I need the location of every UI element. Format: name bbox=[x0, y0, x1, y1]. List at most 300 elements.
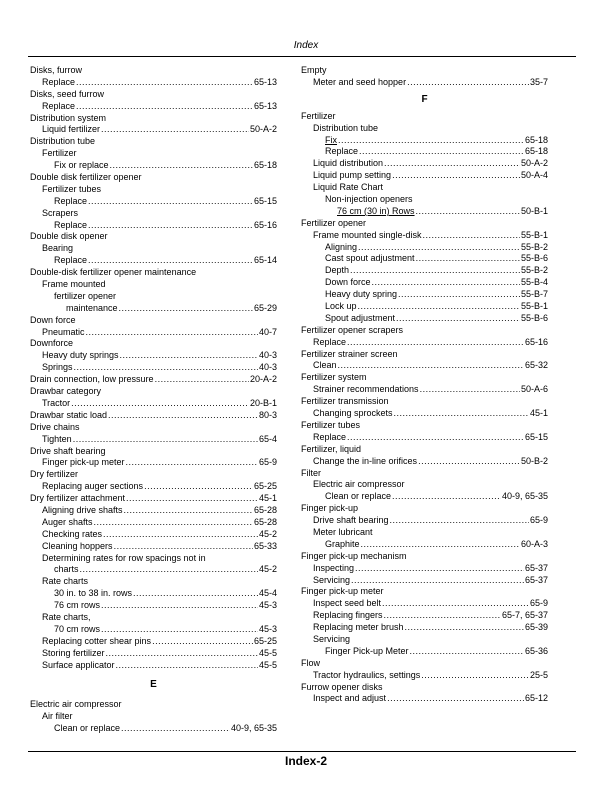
dot-leader bbox=[355, 563, 524, 575]
entry-label: Replacing auger sections bbox=[42, 481, 144, 492]
dot-leader bbox=[358, 301, 520, 313]
entry-label: Liquid Rate Chart bbox=[313, 182, 384, 193]
index-entry bbox=[301, 170, 548, 182]
entry-label: Liquid fertilizer bbox=[42, 124, 101, 135]
dot-leader bbox=[124, 505, 253, 517]
index-entry bbox=[30, 160, 277, 172]
index-entry bbox=[301, 575, 548, 587]
entry-label: Lock up bbox=[325, 301, 357, 312]
entry-label: Replace bbox=[42, 100, 76, 111]
entry-label: Spout adjustment bbox=[325, 312, 396, 323]
index-column-right bbox=[301, 65, 548, 705]
index-heading bbox=[30, 711, 277, 723]
page-reference[interactable]: 50-A-6 bbox=[520, 384, 548, 395]
dot-leader bbox=[407, 77, 529, 89]
index-heading bbox=[30, 89, 277, 101]
entry-label: Liquid distribution bbox=[313, 158, 384, 169]
entry-label: Disks, furrow bbox=[30, 65, 83, 75]
page-reference[interactable]: 40-7 bbox=[258, 326, 277, 337]
entry-label: Finger pick-up mechanism bbox=[301, 550, 407, 561]
dot-leader bbox=[390, 515, 529, 527]
entry-label: Graphite bbox=[325, 538, 360, 549]
page-reference[interactable]: 40-3 bbox=[258, 362, 277, 373]
index-entry bbox=[30, 327, 277, 339]
index-heading bbox=[30, 576, 277, 588]
entry-label: Replace bbox=[54, 219, 88, 230]
index-entry bbox=[301, 206, 548, 218]
index-entry bbox=[301, 670, 548, 682]
entry-label: Empty bbox=[301, 65, 327, 75]
index-heading bbox=[301, 527, 548, 539]
entry-label: Down force bbox=[30, 314, 76, 325]
page-reference[interactable]: 55-B-2 bbox=[520, 241, 548, 252]
dot-leader bbox=[94, 517, 253, 529]
index-heading bbox=[301, 682, 548, 694]
dot-leader bbox=[392, 170, 520, 182]
entry-label: Fix or replace bbox=[54, 160, 109, 171]
index-heading bbox=[301, 658, 548, 670]
entry-label: Storing fertilizer bbox=[42, 647, 105, 658]
page-reference[interactable]: 65-16 bbox=[253, 219, 277, 230]
index-heading bbox=[30, 113, 277, 125]
entry-label: Servicing bbox=[313, 574, 351, 585]
index-heading bbox=[30, 422, 277, 434]
header-rule bbox=[28, 56, 576, 57]
dot-leader bbox=[103, 529, 258, 541]
index-heading bbox=[301, 420, 548, 432]
index-entry bbox=[301, 277, 548, 289]
page-reference[interactable]: 20-A-2 bbox=[249, 374, 277, 385]
page-reference[interactable]: 55-B-1 bbox=[520, 301, 548, 312]
page-reference[interactable]: 45-5 bbox=[258, 659, 277, 670]
page-reference[interactable]: 65-15 bbox=[253, 195, 277, 206]
entry-label: Double-disk fertilizer opener maintenance bbox=[30, 267, 197, 278]
page-reference[interactable]: 65-13 bbox=[253, 76, 277, 87]
index-entry bbox=[30, 600, 277, 612]
index-entry bbox=[30, 255, 277, 267]
index-heading bbox=[301, 194, 548, 206]
dot-leader bbox=[116, 660, 258, 672]
page-reference[interactable]: 65-9 bbox=[258, 457, 277, 468]
index-entry bbox=[301, 313, 548, 325]
dot-leader bbox=[372, 277, 520, 289]
index-heading bbox=[30, 553, 277, 565]
dot-leader bbox=[88, 220, 253, 232]
entry-label: Fertilizer opener bbox=[301, 217, 367, 228]
dot-leader bbox=[384, 158, 520, 170]
dot-leader bbox=[120, 350, 258, 362]
index-entry bbox=[301, 77, 548, 89]
index-entry bbox=[301, 432, 548, 444]
index-heading bbox=[30, 267, 277, 279]
index-heading bbox=[301, 468, 548, 480]
entry-label: Drive shaft bearing bbox=[313, 515, 389, 526]
page-reference[interactable]: 55-B-4 bbox=[520, 277, 548, 288]
index-entry bbox=[301, 242, 548, 254]
index-entry bbox=[30, 434, 277, 446]
page-reference[interactable]: 50-A-2 bbox=[520, 158, 548, 169]
entry-label: Disks, seed furrow bbox=[30, 88, 105, 99]
index-entry bbox=[301, 146, 548, 158]
index-heading bbox=[30, 208, 277, 220]
index-entry bbox=[30, 410, 277, 422]
dot-leader bbox=[347, 432, 524, 444]
page-reference[interactable]: 65-33 bbox=[253, 540, 277, 551]
index-entry bbox=[301, 610, 548, 622]
entry-label: Down force bbox=[325, 277, 371, 288]
page-reference[interactable]: 65-29 bbox=[253, 302, 277, 313]
page-reference[interactable]: 45-3 bbox=[258, 600, 277, 611]
index-heading bbox=[301, 551, 548, 563]
dot-leader bbox=[76, 77, 253, 89]
entry-label: Aligning bbox=[325, 241, 358, 252]
entry-label: Fertilizer tubes bbox=[301, 419, 361, 430]
dot-leader bbox=[101, 600, 258, 612]
entry-label: 76 cm rows bbox=[54, 600, 101, 611]
page-reference[interactable]: 40-9, 65-35 bbox=[501, 491, 548, 502]
dot-leader bbox=[76, 101, 253, 113]
index-heading bbox=[30, 172, 277, 184]
entry-label: Finger pick-up meter bbox=[301, 586, 384, 597]
index-entry bbox=[30, 636, 277, 648]
index-heading bbox=[30, 148, 277, 160]
dot-leader bbox=[358, 242, 520, 254]
index-entry bbox=[301, 135, 548, 147]
entry-label: Replacing meter brush bbox=[313, 622, 404, 633]
index-entry bbox=[30, 350, 277, 362]
entry-label: Fertilizer tubes bbox=[42, 183, 102, 194]
index-heading bbox=[301, 349, 548, 361]
dot-leader bbox=[421, 670, 529, 682]
dot-leader bbox=[398, 289, 520, 301]
page-reference[interactable]: 45-4 bbox=[258, 588, 277, 599]
page-reference[interactable]: 20-B-1 bbox=[249, 397, 277, 408]
entry-label: Fertilizer system bbox=[301, 372, 367, 383]
index-column-left bbox=[30, 65, 277, 735]
page-reference[interactable]: 55-B-6 bbox=[520, 312, 548, 323]
entry-label: Checking rates bbox=[42, 528, 103, 539]
page-reference[interactable]: 55-B-1 bbox=[520, 229, 548, 240]
index-entry bbox=[301, 265, 548, 277]
entry-label: Cast spout adjustment bbox=[325, 253, 415, 264]
index-heading bbox=[301, 634, 548, 646]
dot-leader bbox=[71, 398, 249, 410]
page-reference[interactable]: 40-3 bbox=[258, 350, 277, 361]
dot-leader bbox=[110, 160, 253, 172]
page-reference[interactable]: 65-25 bbox=[253, 635, 277, 646]
index-entry bbox=[30, 624, 277, 636]
dot-leader bbox=[387, 693, 524, 705]
page-reference[interactable]: 50-A-2 bbox=[249, 124, 277, 135]
index-entry bbox=[301, 622, 548, 634]
dot-leader bbox=[359, 146, 524, 158]
index-entry bbox=[30, 493, 277, 505]
index-entry bbox=[30, 648, 277, 660]
entry-label: Depth bbox=[325, 265, 350, 276]
dot-leader bbox=[88, 196, 253, 208]
page-reference[interactable]: 45-3 bbox=[258, 623, 277, 634]
dot-leader bbox=[392, 491, 501, 503]
entry-label: Tractor bbox=[42, 397, 71, 408]
index-entry bbox=[30, 723, 277, 735]
entry-label: Dry fertilizer bbox=[30, 469, 79, 480]
page-reference[interactable]: 45-2 bbox=[258, 564, 277, 575]
entry-label: Meter and seed hopper bbox=[313, 76, 407, 87]
index-entry bbox=[301, 515, 548, 527]
entry-label: Drawbar category bbox=[30, 386, 102, 397]
page-reference[interactable]: 65-4 bbox=[258, 433, 277, 444]
index-heading bbox=[301, 65, 548, 77]
entry-label: Replace bbox=[54, 195, 88, 206]
page-reference[interactable]: 45-1 bbox=[529, 408, 548, 419]
entry-label: Heavy duty spring bbox=[325, 289, 398, 300]
index-entry bbox=[30, 362, 277, 374]
dot-leader bbox=[338, 135, 524, 147]
dot-leader bbox=[416, 206, 520, 218]
page-reference[interactable]: 55-B-6 bbox=[520, 253, 548, 264]
entry-label: Distribution system bbox=[30, 112, 107, 123]
entry-label: Distribution tube bbox=[30, 136, 96, 147]
page-reference[interactable]: 50-B-2 bbox=[520, 455, 548, 466]
index-entry bbox=[30, 457, 277, 469]
index-heading bbox=[30, 315, 277, 327]
entry-label: Air filter bbox=[42, 711, 73, 722]
index-heading bbox=[301, 325, 548, 337]
entry-label: Liquid pump setting bbox=[313, 170, 392, 181]
dot-leader bbox=[74, 362, 258, 374]
index-heading bbox=[30, 136, 277, 148]
page-reference[interactable]: 65-9 bbox=[529, 515, 548, 526]
index-entry bbox=[30, 220, 277, 232]
dot-leader bbox=[418, 456, 520, 468]
entry-label: Cleaning hoppers bbox=[42, 540, 113, 551]
entry-label: Finger pick-up meter bbox=[42, 457, 125, 468]
entry-label: Change the in-line orifices bbox=[313, 455, 418, 466]
index-heading bbox=[301, 396, 548, 408]
index-entry bbox=[301, 539, 548, 551]
index-entry bbox=[301, 253, 548, 265]
index-entry bbox=[30, 588, 277, 600]
index-entry bbox=[301, 360, 548, 372]
index-heading bbox=[301, 503, 548, 515]
dot-leader bbox=[114, 541, 253, 553]
dot-leader bbox=[144, 481, 253, 493]
page-reference[interactable]: 25-5 bbox=[529, 669, 548, 680]
dot-leader bbox=[80, 564, 258, 576]
page-reference[interactable]: 35-7 bbox=[529, 76, 548, 87]
entry-label: Springs bbox=[42, 362, 73, 373]
page-reference[interactable]: 65-37 bbox=[524, 574, 548, 585]
index-heading bbox=[30, 612, 277, 624]
index-heading bbox=[301, 182, 548, 194]
entry-label: 70 cm rows bbox=[54, 623, 101, 634]
index-entry bbox=[30, 303, 277, 315]
index-entry bbox=[30, 505, 277, 517]
entry-label: Rate charts bbox=[42, 576, 89, 587]
page-reference[interactable]: 65-18 bbox=[524, 146, 548, 157]
index-entry bbox=[301, 230, 548, 242]
entry-label: Replace bbox=[54, 255, 88, 266]
page-reference[interactable]: 65-18 bbox=[524, 134, 548, 145]
entry-label: Drain connection, low pressure bbox=[30, 374, 154, 385]
entry-label: Flow bbox=[301, 657, 321, 668]
dot-leader bbox=[416, 253, 520, 265]
entry-label: Drawbar static load bbox=[30, 409, 108, 420]
entry-label: Fertilizer opener scrapers bbox=[301, 324, 404, 335]
entry-label: Fertilizer bbox=[42, 148, 77, 159]
dot-leader bbox=[361, 539, 520, 551]
page-reference[interactable]: 45-1 bbox=[258, 493, 277, 504]
entry-label: Clean or replace bbox=[54, 723, 121, 734]
index-heading bbox=[30, 338, 277, 350]
index-entry bbox=[301, 384, 548, 396]
page-reference[interactable]: 55-B-2 bbox=[520, 265, 548, 276]
index-entry bbox=[301, 301, 548, 313]
entry-label: Replacing cotter shear pins bbox=[42, 635, 152, 646]
index-entry bbox=[301, 646, 548, 658]
entry-label: Replace bbox=[313, 431, 347, 442]
entry-label: Non-injection openers bbox=[325, 194, 413, 205]
index-entry bbox=[301, 693, 548, 705]
entry-label: Replace bbox=[313, 336, 347, 347]
index-entry bbox=[30, 101, 277, 113]
entry-label: Inspect and adjust bbox=[313, 693, 387, 704]
index-entry bbox=[301, 598, 548, 610]
entry-label: Aligning drive shafts bbox=[42, 504, 123, 515]
entry-label: fertilizer opener bbox=[54, 290, 117, 301]
index-entry bbox=[30, 529, 277, 541]
entry-label: Determining rates for row spacings not in bbox=[42, 552, 206, 563]
entry-label: Double disk fertilizer opener bbox=[30, 172, 142, 183]
index-heading bbox=[30, 699, 277, 711]
index-entry bbox=[30, 541, 277, 553]
index-entry bbox=[301, 563, 548, 575]
index-heading bbox=[30, 469, 277, 481]
entry-label: Electric air compressor bbox=[313, 479, 405, 490]
dot-leader bbox=[126, 457, 258, 469]
index-heading bbox=[301, 444, 548, 456]
entry-label: Auger shafts bbox=[42, 516, 93, 527]
page-reference[interactable]: 65-16 bbox=[524, 336, 548, 347]
entry-label: Surface applicator bbox=[42, 659, 115, 670]
page-reference[interactable]: 45-5 bbox=[258, 647, 277, 658]
page-reference[interactable]: 65-13 bbox=[253, 100, 277, 111]
dot-leader bbox=[86, 327, 258, 339]
page-reference[interactable]: 65-28 bbox=[253, 516, 277, 527]
dot-leader bbox=[396, 313, 520, 325]
entry-label: Inspecting bbox=[313, 562, 355, 573]
index-heading bbox=[30, 231, 277, 243]
entry-label: Heavy duty springs bbox=[42, 350, 119, 361]
dot-leader bbox=[382, 598, 529, 610]
page-reference[interactable]: 65-39 bbox=[524, 622, 548, 633]
page-reference[interactable]: 40-9, 65-35 bbox=[230, 723, 277, 734]
entry-label: Fertilizer, liquid bbox=[301, 443, 362, 454]
entry-label: Fertilizer strainer screen bbox=[301, 348, 398, 359]
index-heading bbox=[30, 279, 277, 291]
index-heading bbox=[301, 372, 548, 384]
entry-label: Clean bbox=[313, 360, 337, 371]
entry-label: Finger pick-up bbox=[301, 503, 359, 514]
page-reference[interactable]: 80-3 bbox=[258, 409, 277, 420]
index-entry bbox=[301, 456, 548, 468]
index-heading bbox=[301, 111, 548, 123]
entry-label: Downforce bbox=[30, 338, 74, 349]
page-reference[interactable]: 50-A-4 bbox=[520, 170, 548, 181]
dot-leader bbox=[338, 360, 524, 372]
index-heading bbox=[301, 586, 548, 598]
entry-label: Fertilizer transmission bbox=[301, 396, 389, 407]
entry-label: Replacing fingers bbox=[313, 610, 383, 621]
index-entry bbox=[30, 77, 277, 89]
page-reference[interactable]: 65-7, 65-37 bbox=[501, 610, 548, 621]
index-entry bbox=[30, 660, 277, 672]
dot-leader bbox=[155, 374, 249, 386]
page-reference[interactable]: 65-37 bbox=[524, 562, 548, 573]
index-heading bbox=[30, 184, 277, 196]
entry-label: Strainer recommendations bbox=[313, 384, 419, 395]
index-entry bbox=[30, 196, 277, 208]
index-entry bbox=[301, 408, 548, 420]
dot-leader bbox=[350, 265, 520, 277]
page-reference[interactable]: 65-9 bbox=[529, 598, 548, 609]
page-reference[interactable]: 45-2 bbox=[258, 528, 277, 539]
entry-label: Fix bbox=[325, 134, 337, 145]
entry-label: Frame mounted single-disk bbox=[313, 229, 422, 240]
index-entry bbox=[30, 481, 277, 493]
entry-label: Double disk opener bbox=[30, 231, 108, 242]
page-reference[interactable]: 65-15 bbox=[524, 431, 548, 442]
page-reference[interactable]: 65-36 bbox=[524, 645, 548, 656]
entry-label: maintenance bbox=[66, 302, 118, 313]
dot-leader bbox=[405, 622, 524, 634]
section-letter: E bbox=[150, 679, 157, 691]
index-entry bbox=[30, 124, 277, 136]
page-reference[interactable]: 60-A-3 bbox=[520, 538, 548, 549]
dot-leader bbox=[420, 384, 520, 396]
entry-label: Meter lubricant bbox=[313, 526, 373, 537]
entry-label: 30 in. to 38 in. rows bbox=[54, 588, 133, 599]
dot-leader bbox=[384, 610, 501, 622]
page-reference[interactable]: 50-B-1 bbox=[520, 205, 548, 216]
entry-label: Finger Pick-up Meter bbox=[325, 645, 409, 656]
entry-label: Rate charts, bbox=[42, 611, 91, 622]
page-number: Index-2 bbox=[284, 754, 327, 768]
entry-label: Servicing bbox=[313, 633, 351, 644]
entry-label: Tighten bbox=[42, 433, 72, 444]
index-heading bbox=[30, 291, 277, 303]
index-heading bbox=[301, 123, 548, 135]
entry-label: Dry fertilizer attachment bbox=[30, 493, 126, 504]
entry-label: Replace bbox=[42, 76, 76, 87]
page-reference[interactable]: 65-18 bbox=[253, 160, 277, 171]
dot-leader bbox=[133, 588, 258, 600]
entry-label: Changing sprockets bbox=[313, 408, 393, 419]
index-entry bbox=[30, 374, 277, 386]
page-reference[interactable]: 65-14 bbox=[253, 255, 277, 266]
page-reference[interactable]: 65-32 bbox=[524, 360, 548, 371]
page-reference[interactable]: 65-25 bbox=[253, 481, 277, 492]
page-reference[interactable]: 65-28 bbox=[253, 504, 277, 515]
entry-label: Electric air compressor bbox=[30, 699, 122, 710]
index-entry bbox=[30, 398, 277, 410]
dot-leader bbox=[121, 723, 230, 735]
dot-leader bbox=[101, 124, 249, 136]
entry-label: Bearing bbox=[42, 243, 74, 254]
dot-leader bbox=[394, 408, 529, 420]
page-reference[interactable]: 65-12 bbox=[524, 693, 548, 704]
page-reference[interactable]: 55-B-7 bbox=[520, 289, 548, 300]
